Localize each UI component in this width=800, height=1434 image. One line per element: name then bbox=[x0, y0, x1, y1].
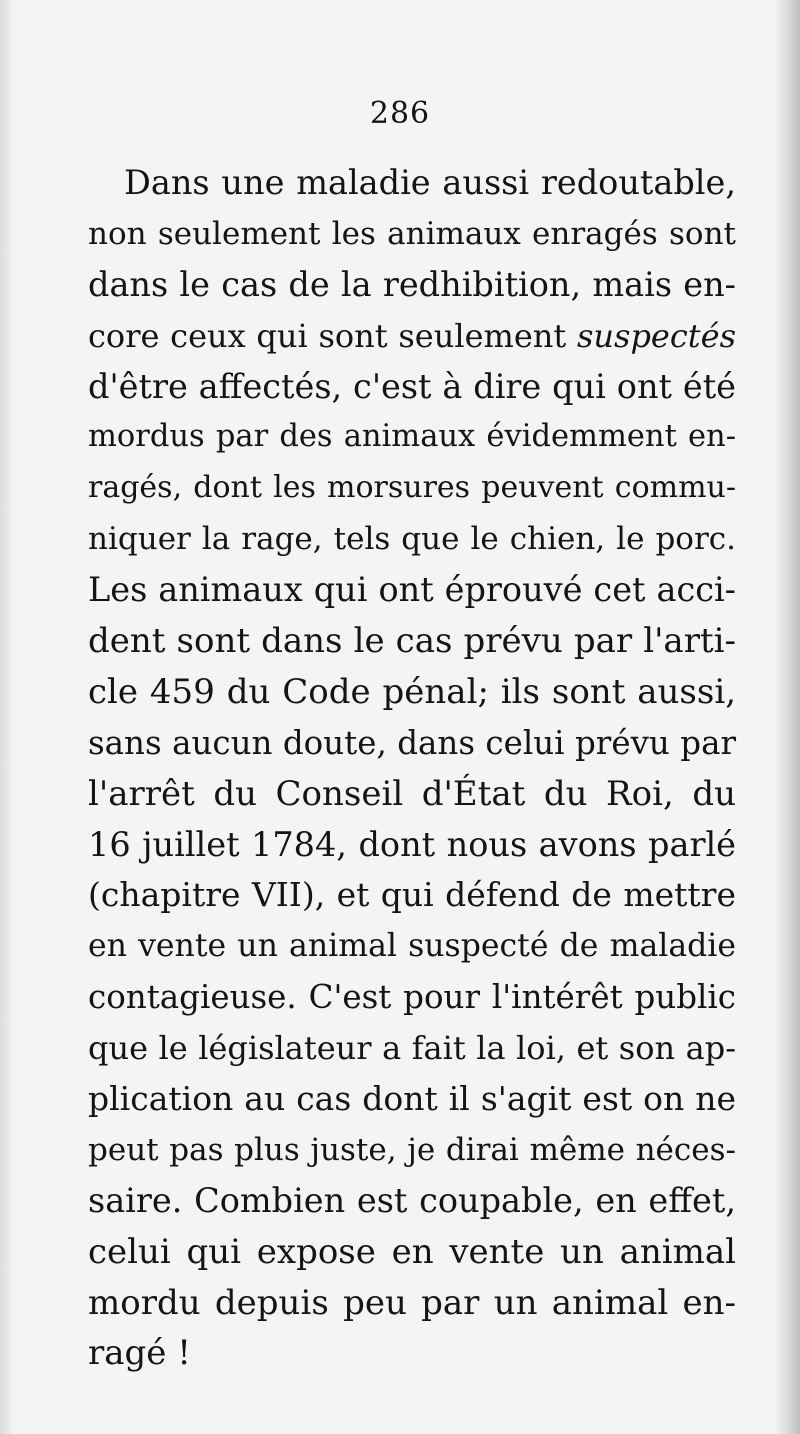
body-paragraph bbox=[88, 158, 736, 1379]
text-line: sans aucun doute, dans celui prévu par bbox=[88, 723, 736, 762]
text-line: Dans une maladie aussi redoutable, bbox=[124, 163, 736, 202]
text-line: dans le cas de la redhibition, mais en- bbox=[88, 264, 736, 304]
text-line: celui qui expose en vente un animal bbox=[88, 1231, 736, 1272]
text-line: saire. Combien est coupable, en effet, bbox=[88, 1180, 736, 1220]
text-line: Les animaux qui ont éprouvé cet acci- bbox=[88, 570, 736, 610]
emphasized-word: suspectés bbox=[576, 316, 736, 355]
text-line-start: core ceux qui sont seulement bbox=[88, 316, 567, 355]
text-line: contagieuse. C'est pour l'intérêt public bbox=[88, 978, 736, 1017]
text-line: ragé ! bbox=[88, 1333, 191, 1374]
text-line bbox=[88, 311, 736, 362]
text-line: que le législateur a fait la loi, et son ap- bbox=[88, 1029, 736, 1068]
text-line: 16 juillet 1784, dont nous avons parlé bbox=[88, 824, 736, 864]
text-line: mordu depuis peu par un animal en- bbox=[88, 1282, 736, 1323]
text-line: (chapitre VII), et qui défend de mettre bbox=[88, 875, 736, 915]
text-line: en vente un animal suspecté de maladie bbox=[88, 928, 736, 965]
text-line: niquer la rage, tels que le chien, le porc. bbox=[88, 521, 736, 558]
page-right-shadow bbox=[774, 0, 800, 1434]
text-line: cle 459 du Code pénal; ils sont aussi, bbox=[88, 671, 736, 712]
text-line: non seulement les animaux enragés sont bbox=[88, 215, 736, 252]
text-line: d'être affectés, c'est à dire qui ont été bbox=[88, 366, 736, 406]
text-line: l'arrêt du Conseil d'État du Roi, du bbox=[88, 773, 736, 814]
text-line: peut pas plus juste, je dirai même néces- bbox=[88, 1131, 736, 1168]
page-number: 286 bbox=[369, 96, 431, 131]
text-line: plication au cas dont il s'agit est on ne bbox=[88, 1079, 736, 1119]
page-left-shadow bbox=[0, 0, 14, 1434]
text-line: mordus par des animaux évidemment en- bbox=[88, 419, 736, 455]
text-line: ragés, dont les morsures peuvent commu- bbox=[88, 470, 736, 506]
text-line: dent sont dans le cas prévu par l'arti- bbox=[88, 621, 736, 662]
